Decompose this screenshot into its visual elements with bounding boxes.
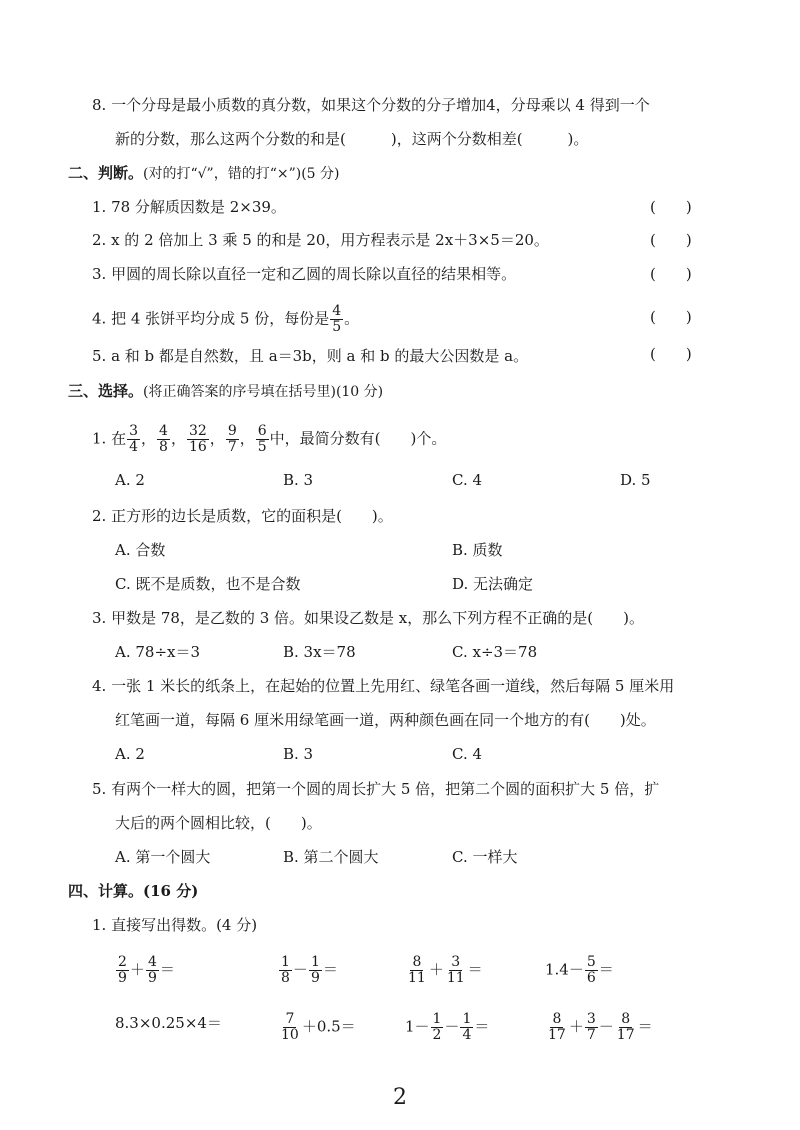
calc-r2-e4: $\frac{8}{17}$ ＋ $\frac{3}{7}$ － $\frac{8}{17}$ ＝: [548, 1011, 653, 1043]
calc-r1-e1: $\frac{2}{9}$ ＋ $\frac{4}{9}$ ＝: [118, 954, 175, 986]
choice-q3: 3. 甲数是 78，是乙数的 3 倍。如果设乙数是 x，那么下列方程不正确的是( )。: [92, 609, 644, 627]
calc-r2-e3: 1－ $\frac{1}{2}$ － $\frac{1}{4}$ ＝: [405, 1011, 490, 1043]
fraction: $\frac{4}{5}$: [332, 303, 342, 335]
judge-item-3: 3. 甲圆的周长除以直径一定和乙圆的周长除以直径的结果相等。: [92, 265, 517, 283]
section-2-title: 二、判断。: [68, 164, 144, 182]
fraction: $\frac{8}{17}$: [616, 1011, 635, 1043]
fraction: $\frac{9}{7}$: [227, 423, 237, 455]
calc-r1-e4: 1.4－ $\frac{5}{6}$ ＝: [545, 954, 614, 986]
fraction: $\frac{8}{11}$: [408, 954, 426, 986]
choice-q1: 1. 在 $\frac{3}{4}$ ， $\frac{4}{8}$ ， $\frac{32}{16}$ ， $\frac{9}{7}$ ， $\frac{6}{5}$ 中，最简分数有( )个。: [92, 423, 447, 455]
fraction: $\frac{6}{5}$: [257, 423, 267, 455]
calc-r1-e3: $\frac{8}{11}$ ＋ $\frac{3}{11}$ ＝: [408, 954, 483, 986]
q5-option-a[interactable]: A. 第一个圆大: [115, 848, 211, 866]
fraction: $\frac{1}{8}$: [281, 954, 290, 986]
choice-q4-line1: 4. 一张 1 米长的纸条上，在起始的位置上先用红、绿笔各画一道线，然后每隔 5 厘米用: [92, 677, 675, 695]
calc-r2-e2: $\frac{7}{10}$ ＋0.5＝: [281, 1011, 356, 1043]
judge-answer-3[interactable]: ( ): [650, 265, 692, 283]
q8-line1: 8. 一个分母是最小质数的真分数，如果这个分数的分子增加4，分母乘以 4 得到一个: [92, 96, 650, 114]
q4-option-a[interactable]: A. 2: [115, 745, 145, 763]
fraction: $\frac{2}{9}$: [118, 954, 127, 986]
q5-option-c[interactable]: C. 一样大: [452, 848, 518, 866]
q4-option-b[interactable]: B. 3: [283, 745, 314, 763]
q2-option-b[interactable]: B. 质数: [452, 541, 503, 559]
q3-option-a[interactable]: A. 78÷x＝3: [115, 643, 201, 661]
fraction: $\frac{1}{9}$: [310, 954, 320, 986]
calc-r2-e1: 8.3×0.25×4＝: [115, 1014, 222, 1032]
fraction: $\frac{3}{7}$: [586, 1011, 596, 1043]
fraction: $\frac{3}{4}$: [129, 423, 139, 455]
section-2-heading: [68, 162, 340, 185]
fraction: $\frac{3}{11}$: [446, 954, 465, 986]
fraction: $\frac{8}{17}$: [548, 1011, 566, 1043]
fraction: $\frac{32}{16}$: [188, 423, 207, 455]
section-3-heading: [68, 380, 383, 403]
q2-option-d[interactable]: D. 无法确定: [452, 575, 534, 593]
section-4-sub: 1. 直接写出得数。(4 分): [92, 916, 258, 934]
section-3-note: (将正确答案的序号填在括号里)(10 分): [143, 384, 384, 400]
calc-r1-e2: $\frac{1}{8}$ － $\frac{1}{9}$ ＝: [281, 954, 338, 986]
fraction: $\frac{5}{6}$: [586, 954, 596, 986]
choice-q2: 2. 正方形的边长是质数，它的面积是( )。: [92, 507, 393, 525]
q1-option-a[interactable]: A. 2: [115, 471, 145, 489]
judge-answer-2[interactable]: ( ): [650, 231, 692, 249]
section-3-title: 三、选择。: [68, 382, 144, 400]
q2-option-a[interactable]: A. 合数: [115, 541, 166, 559]
q3-option-c[interactable]: C. x÷3＝78: [452, 643, 538, 661]
judge-answer-5[interactable]: ( ): [650, 345, 692, 363]
q8-line2: 新的分数，那么这两个分数的和是( )，这两个分数相差( )。: [115, 130, 589, 148]
fraction: $\frac{4}{9}$: [147, 954, 157, 986]
choice-q4-line2: 红笔画一道，每隔 6 厘米用绿笔画一道，两种颜色画在同一个地方的有( )处。: [115, 711, 656, 729]
q2-option-c[interactable]: C. 既不是质数，也不是合数: [115, 575, 301, 593]
q4-option-c[interactable]: C. 4: [452, 745, 483, 763]
fraction: $\frac{4}{8}$: [159, 423, 168, 455]
q1-option-c[interactable]: C. 4: [452, 471, 483, 489]
judge-item-2: 2. x 的 2 倍加上 3 乘 5 的和是 20，用方程表示是 2x＋3×5＝20。: [92, 231, 549, 249]
judge-answer-4[interactable]: ( ): [650, 308, 692, 326]
section-2-note: (对的打“√”，错的打“×”)(5 分): [143, 166, 340, 182]
choice-q5-line2: 大后的两个圆相比较，( )。: [115, 814, 322, 832]
q1-option-d[interactable]: D. 5: [620, 471, 651, 489]
section-4-heading: 四、计算。(16 分): [68, 882, 199, 900]
fraction: $\frac{1}{4}$: [462, 1011, 472, 1043]
fraction: $\frac{1}{2}$: [432, 1011, 442, 1043]
judge-answer-1[interactable]: ( ): [650, 198, 692, 216]
judge-item-1: 1. 78 分解质因数是 2×39。: [92, 198, 286, 216]
fraction: $\frac{7}{10}$: [281, 1011, 299, 1043]
choice-q5-line1: 5. 有两个一样大的圆，把第一个圆的周长扩大 5 倍，把第二个圆的面积扩大 5 倍，扩: [92, 780, 660, 798]
judge-item-4-text: 4. 把 4 张饼平均分成 5 份，每份是: [92, 309, 330, 328]
judge-item-4: 4. 把 4 张饼平均分成 5 份，每份是 $\frac{4}{5}$ 。: [92, 303, 360, 335]
q3-option-b[interactable]: B. 3x＝78: [283, 643, 356, 661]
q1-option-b[interactable]: B. 3: [283, 471, 314, 489]
judge-item-5: 5. a 和 b 都是自然数，且 a＝3b，则 a 和 b 的最大公因数是 a。: [92, 347, 529, 365]
q5-option-b[interactable]: B. 第二个圆大: [283, 848, 379, 866]
page-number: 2: [393, 1085, 407, 1110]
